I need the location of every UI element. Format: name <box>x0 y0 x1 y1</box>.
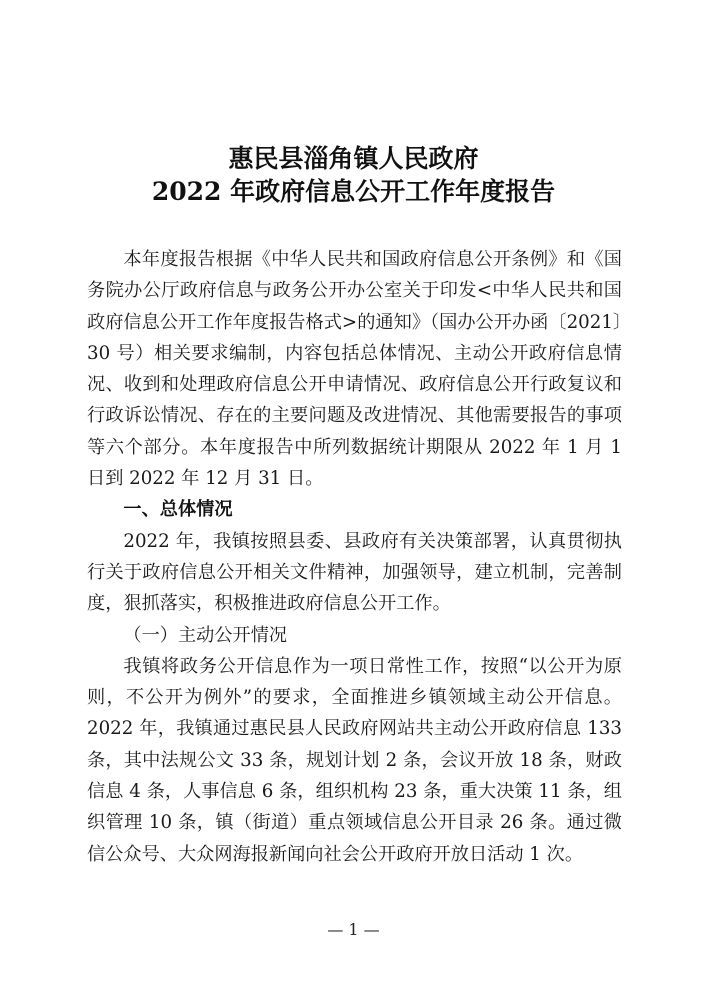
overview-paragraph: 2022 年，我镇按照县委、县政府有关决策部署，认真贯彻执行关于政府信息公开相关文件精神，加强领导，建立机制，完善制度，狠抓落实，积极推进政府信息公开工作。 <box>87 530 622 615</box>
page-number: — 1 — <box>327 920 380 939</box>
intro-paragraph: 本年度报告根据《中华人民共和国政府信息公开条例》和《国务院办公厅政府信息与政务公开办公室关于印发<中华人民共和国政府信息公开工作年度报告格式>的通知》（国办公开办函〔2021〕30 号）相关要求编制，内容包括总体情况、主动公开政府信息情况、收到和处理政府信息公开申请情况、政府信息公开行政复议和行政诉讼情况、存在的主要问题及改进情况、其他需要报告的事项等六个部分。本年度报告中所列数据统计期限从 2022 年 1 月 1 日到 2022 年 12 月 31 日。 <box>87 249 622 490</box>
document-body <box>87 244 622 870</box>
proactive-disclosure-paragraph: 我镇将政务公开信息作为一项日常性工作，按照“以公开为原则，不公开为例外”的要求，全面推进乡镇领域主动公开信息。2022 年，我镇通过惠民县人民政府网站共主动公开政府信息 133 条，其中法规公文 33 条，规划计划 2 条，会议开放 18 条，财政信息 4 条，人事信息 6 条，组织机构 23 条，重大决策 11 条，组织管理 10 条，镇（街道）重点领域信息公开目录 26 条。通过微信公众号、大众网海报新闻向社会公开政府开放日活动 1 次。 <box>87 655 622 865</box>
document-title-line-1: 惠民县淄角镇人民政府 <box>228 144 479 173</box>
document-title-line-2: 2022 年政府信息公开工作年度报告 <box>151 177 556 206</box>
section-heading-overview: 一、总体情况 <box>123 499 233 521</box>
subsection-heading-proactive-disclosure: （一）主动公开情况 <box>123 624 288 646</box>
